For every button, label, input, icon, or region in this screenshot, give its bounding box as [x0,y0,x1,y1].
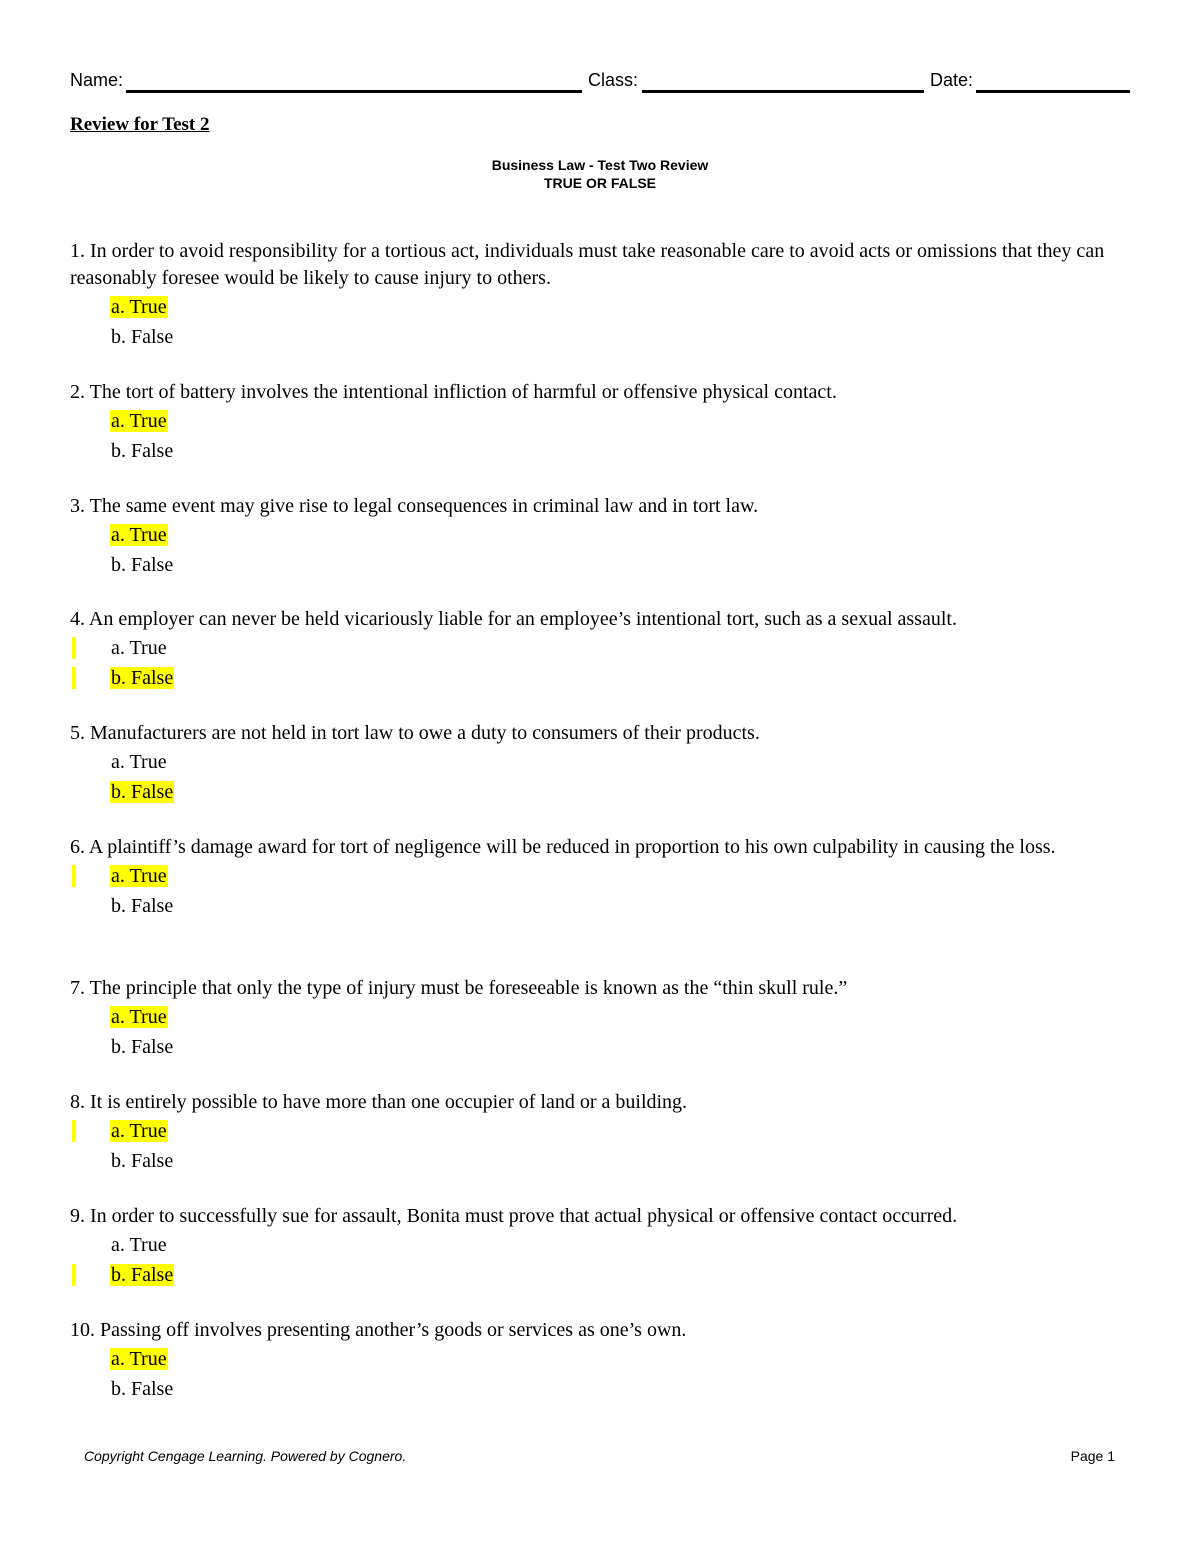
question-item [70,1203,1130,1290]
answer-marker [72,865,76,887]
class-field-line[interactable] [642,90,924,93]
question-item [70,834,1130,921]
option-b[interactable] [70,550,1130,580]
option-b-label: b. False [111,1036,174,1058]
question-text: 9. In order to successfully sue for assault, Bonita must prove that actual physical or offensive contact occurred. [70,1205,958,1227]
option-b-label: b. False [111,1378,174,1400]
option-a-label: a. True [111,865,167,887]
date-label: Date: [930,70,974,90]
option-a-label: a. True [111,1120,167,1142]
option-a[interactable] [70,1344,1130,1374]
answer-marker [72,637,76,659]
option-b[interactable] [70,436,1130,466]
option-b[interactable] [70,1374,1130,1404]
option-a-label: a. True [111,1006,167,1028]
option-b[interactable] [70,663,1130,693]
header-fields [70,70,1130,96]
option-a[interactable] [70,1002,1130,1032]
option-b[interactable] [70,322,1130,352]
option-b-label: b. False [111,1150,174,1172]
question-text: 3. The same event may give rise to legal consequences in criminal law and in tort law. [70,495,759,517]
option-a-label: a. True [111,1234,167,1256]
class-label: Class: [588,70,639,90]
question-text: 4. An employer can never be held vicariously liable for an employee’s intentional tort, such as a sexual assault. [70,608,957,630]
date-field-line[interactable] [976,90,1130,93]
option-b[interactable] [70,1260,1130,1290]
question-item [70,379,1130,466]
footer-copyright: Copyright Cengage Learning. Powered by Cognero. [84,1448,407,1464]
option-a-label: a. True [111,410,167,432]
option-b[interactable] [70,1146,1130,1176]
option-a[interactable] [70,633,1130,663]
answer-marker [72,667,76,689]
option-a-label: a. True [111,524,167,546]
question-text: 7. The principle that only the type of injury must be foreseeable is known as the “thin skull rule.” [70,977,848,999]
question-text: 10. Passing off involves presenting another’s goods or services as one’s own. [70,1319,687,1341]
question-text: 8. It is entirely possible to have more than one occupier of land or a building. [70,1091,688,1113]
footer-page-number: Page 1 [1070,1448,1115,1464]
option-b-label: b. False [111,554,174,576]
option-a[interactable] [70,861,1130,891]
question-item [70,238,1130,352]
question-item [70,606,1130,693]
question-item [70,493,1130,580]
option-a[interactable] [70,406,1130,436]
option-a[interactable] [70,292,1130,322]
option-a[interactable] [70,1230,1130,1260]
name-label: Name: [70,70,124,90]
subtitle-heading: Business Law - Test Two Review [491,157,709,173]
option-b-label: b. False [111,440,174,462]
question-text: 1. In order to avoid responsibility for a tortious act, individuals must take reasonable care to avoid acts or omissions that they can reasonably foresee would be likely to cause injury to others. [70,240,1105,289]
question-item [70,1089,1130,1176]
option-a-label: a. True [111,296,167,318]
answer-marker [72,1120,76,1142]
option-b-label: b. False [111,895,174,917]
subtitle-section: TRUE OR FALSE [543,175,656,191]
option-b[interactable] [70,777,1130,807]
option-b-label: b. False [111,326,174,348]
option-a-label: a. True [111,637,167,659]
option-b[interactable] [70,1032,1130,1062]
option-b-label: b. False [111,1264,174,1286]
option-b[interactable] [70,891,1130,921]
question-text: 2. The tort of battery involves the intentional infliction of harmful or offensive physical contact. [70,381,837,403]
option-a-label: a. True [111,1348,167,1370]
option-a-label: a. True [111,751,167,773]
question-text: 5. Manufacturers are not held in tort law to owe a duty to consumers of their products. [70,722,760,744]
question-item [70,975,1130,1062]
option-a[interactable] [70,520,1130,550]
name-field-line[interactable] [126,90,582,93]
option-b-label: b. False [111,667,174,689]
question-item [70,720,1130,807]
question-text: 6. A plaintiff’s damage award for tort of negligence will be reduced in proportion to his own culpability in causing the loss. [70,836,1056,858]
review-title: Review for Test 2 [70,114,210,135]
option-a[interactable] [70,747,1130,777]
option-a[interactable] [70,1116,1130,1146]
option-b-label: b. False [111,781,174,803]
question-item [70,1317,1130,1404]
answer-marker [72,1264,76,1286]
